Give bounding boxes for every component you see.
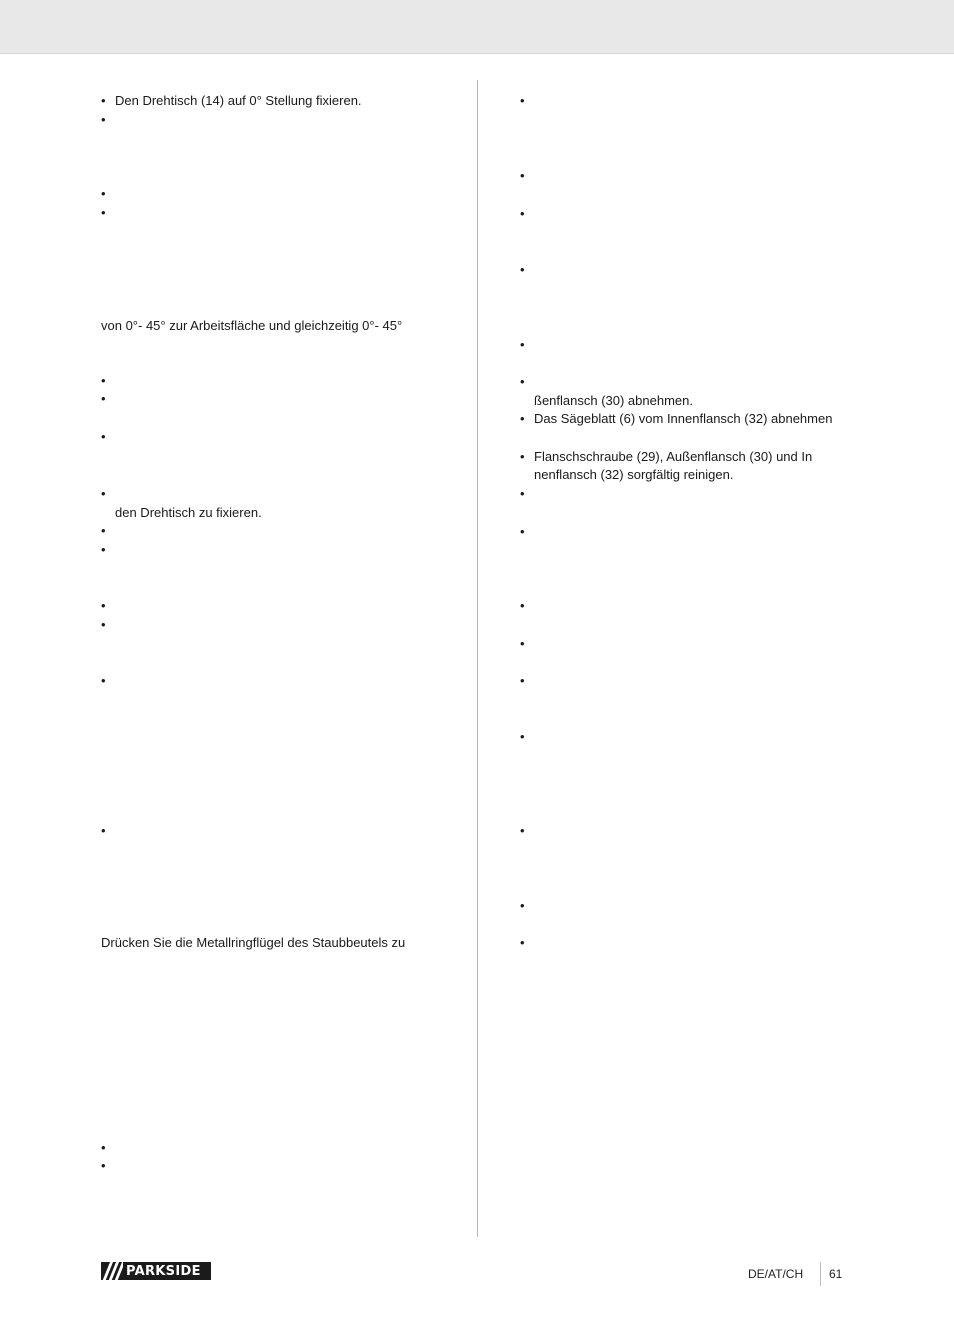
bullet: • [101,823,106,838]
bullet: • [520,449,525,464]
text-line: den Drehtisch zu fixieren. [115,505,262,520]
bullet: • [520,823,525,838]
bullet: • [520,598,525,613]
bullet: • [520,898,525,913]
bullet: • [101,542,106,557]
text-line: Das Sägeblatt (6) vom Innenflansch (32) abnehmen [534,411,833,426]
header-band [0,0,954,54]
footer-divider [820,1262,821,1286]
text-line: nenflansch (32) sorgfältig reinigen. [534,467,734,482]
bullet: • [101,523,106,538]
text-line: Drücken Sie die Metallringflügel des Staubbeutels zu [101,935,406,950]
bullet: • [520,486,525,501]
bullet: • [101,598,106,613]
bullet: • [520,337,525,352]
bullet: • [520,168,525,183]
bullet: • [520,411,525,426]
locale-label: DE/AT/CH [748,1267,804,1281]
logo-slashes-icon [101,1262,123,1280]
bullet: • [101,205,106,220]
bullet: • [520,935,525,950]
brand-name: PARKSIDE [126,1263,201,1279]
bullet: • [520,673,525,688]
bullet: • [520,93,525,108]
text-line: von 0°- 45° zur Arbeitsfläche und gleichzeitig 0°- 45° [101,318,403,333]
bullet: • [520,206,525,221]
bullet: • [101,186,106,201]
text-line: Flanschschraube (29), Außenflansch (30) und In [534,449,813,464]
bullet: • [101,391,106,406]
bullet: • [101,617,106,632]
bullet: • [101,429,106,444]
bullet: • [101,112,106,127]
text-line: ßenflansch (30) abnehmen. [534,393,693,408]
page-number: 61 [829,1267,843,1281]
bullet: • [520,262,525,277]
bullet: • [101,1158,106,1173]
text-line: Den Drehtisch (14) auf 0° Stellung fixieren. [115,93,362,108]
parkside-logo [101,1262,211,1280]
bullet: • [101,673,106,688]
bullet: • [101,1140,106,1155]
bullet: • [101,93,106,108]
column-divider [477,80,478,1237]
bullet: • [520,636,525,651]
bullet: • [520,729,525,744]
bullet: • [101,486,106,501]
bullet: • [101,373,106,388]
bullet: • [520,524,525,539]
bullet: • [520,374,525,389]
